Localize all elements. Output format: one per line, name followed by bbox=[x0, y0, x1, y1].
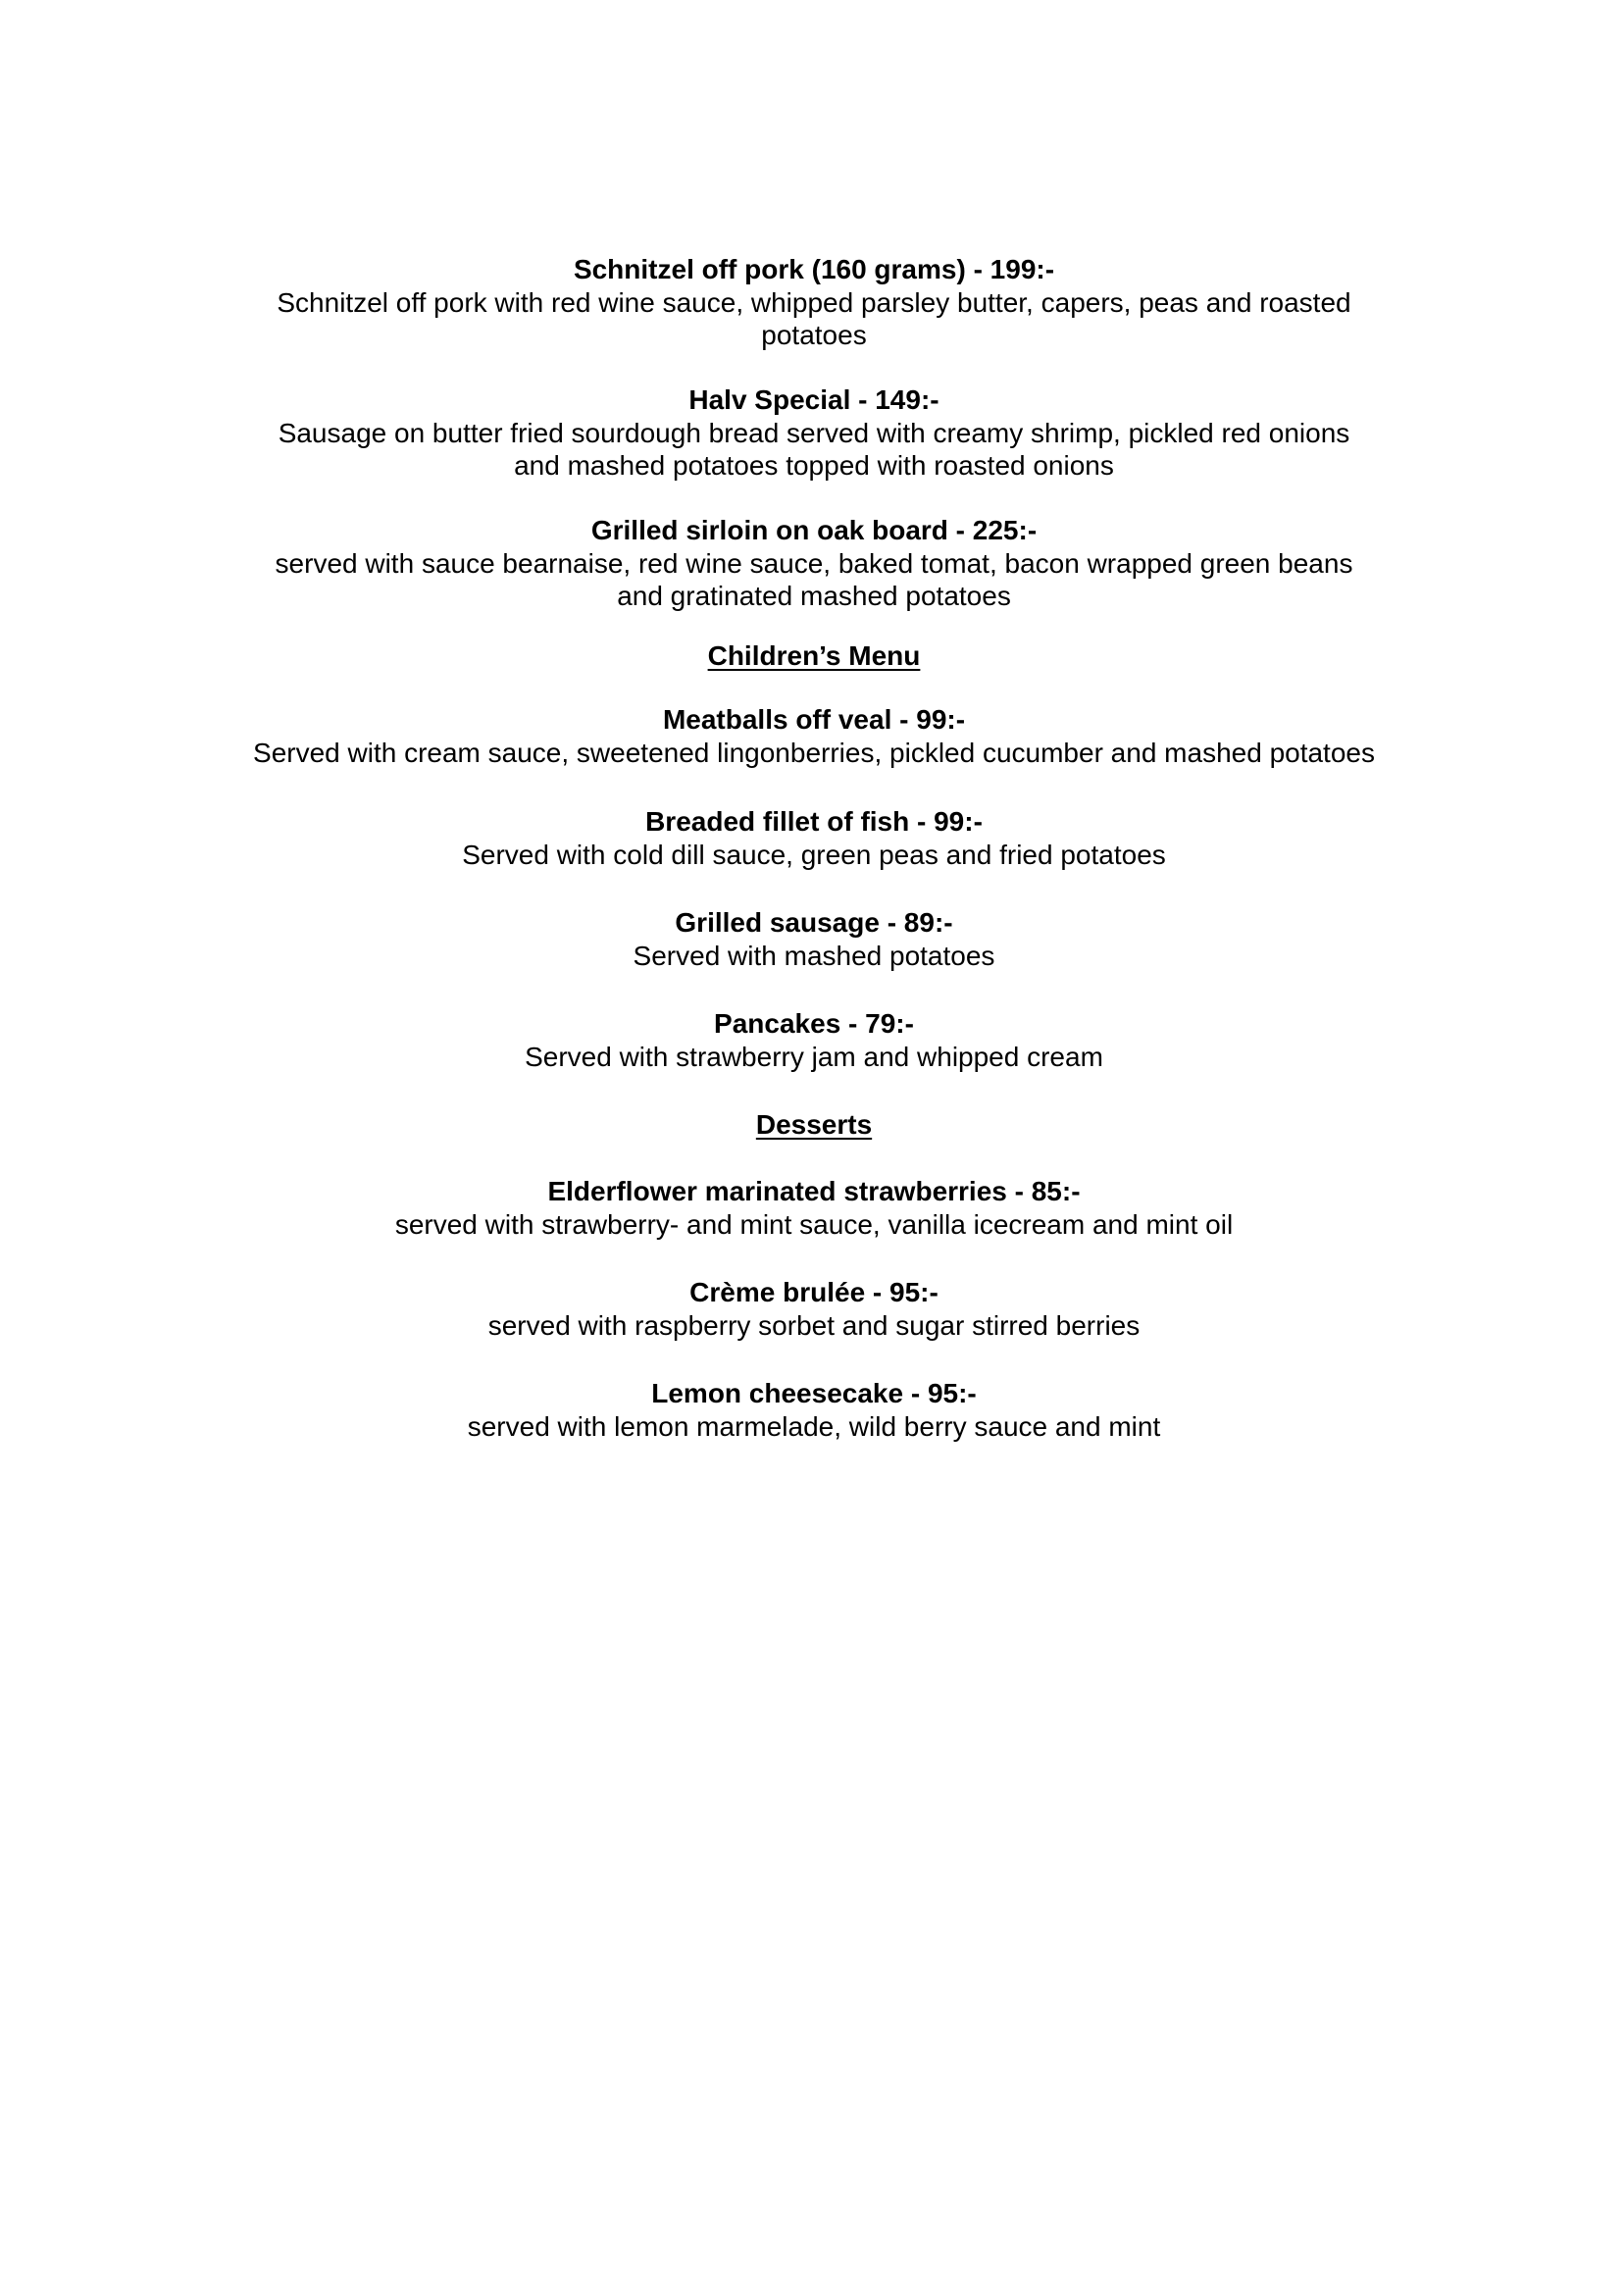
menu-item-title: Meatballs off veal - 99:- bbox=[662, 704, 966, 735]
menu-item-description: served with sauce bearnaise, red wine sauce, baked tomat, bacon wrapped green beans and gratinated mashed potatoes bbox=[275, 548, 1353, 611]
menu-item-pancakes bbox=[265, 1007, 1363, 1073]
menu-item-title: Halv Special - 149:- bbox=[688, 384, 939, 415]
menu-item-title: Crème brulée - 95:- bbox=[689, 1277, 939, 1307]
menu-item-title: Grilled sirloin on oak board - 225:- bbox=[590, 515, 1038, 545]
section-desserts bbox=[265, 1108, 1363, 1142]
menu-item-description: Served with strawberry jam and whipped cream bbox=[525, 1042, 1103, 1072]
section-heading-desserts: Desserts bbox=[755, 1109, 873, 1140]
menu-item-halv-special bbox=[265, 383, 1363, 482]
menu-item-description: Served with mashed potatoes bbox=[633, 941, 995, 971]
menu-item-title: Grilled sausage - 89:- bbox=[675, 907, 953, 938]
menu-item-description: Schnitzel off pork with red wine sauce, whipped parsley butter, capers, peas and roasted potatoes bbox=[277, 287, 1351, 350]
menu-item-description: Served with cold dill sauce, green peas and fried potatoes bbox=[462, 840, 1166, 870]
menu-item-description: served with raspberry sorbet and sugar stirred berries bbox=[487, 1310, 1141, 1341]
menu-item-description: served with lemon marmelade, wild berry sauce and mint bbox=[467, 1411, 1161, 1442]
menu-item-schnitzel bbox=[265, 253, 1363, 351]
menu-item-description: served with strawberry- and mint sauce, vanilla icecream and mint oil bbox=[394, 1209, 1234, 1240]
menu-item-description: Served with cream sauce, sweetened lingonberries, pickled cucumber and mashed potatoes bbox=[253, 738, 1375, 768]
menu-item-grilled-sirloin bbox=[265, 514, 1363, 612]
menu-item-title: Elderflower marinated strawberries - 85:- bbox=[547, 1176, 1081, 1206]
menu-item-title: Pancakes - 79:- bbox=[714, 1008, 914, 1039]
menu-item-elderflower-strawberries bbox=[265, 1175, 1363, 1241]
menu-item-meatballs bbox=[235, 703, 1393, 769]
section-childrens-menu bbox=[265, 639, 1363, 673]
menu-item-creme-brulee bbox=[265, 1276, 1363, 1342]
menu-item-title: Lemon cheesecake - 95:- bbox=[651, 1378, 977, 1408]
menu-item-description: Sausage on butter fried sourdough bread served with creamy shrimp, pickled red onions and mashed potatoes topped with roasted onions bbox=[278, 418, 1350, 481]
menu-item-fish-fillet bbox=[265, 805, 1363, 871]
section-heading-childrens-menu: Children’s Menu bbox=[707, 640, 921, 671]
menu-item-grilled-sausage bbox=[265, 906, 1363, 972]
menu-item-lemon-cheesecake bbox=[265, 1377, 1363, 1443]
menu-item-title: Breaded fillet of fish - 99:- bbox=[645, 806, 983, 837]
menu-item-title: Schnitzel off pork (160 grams) - 199:- bbox=[573, 254, 1055, 284]
